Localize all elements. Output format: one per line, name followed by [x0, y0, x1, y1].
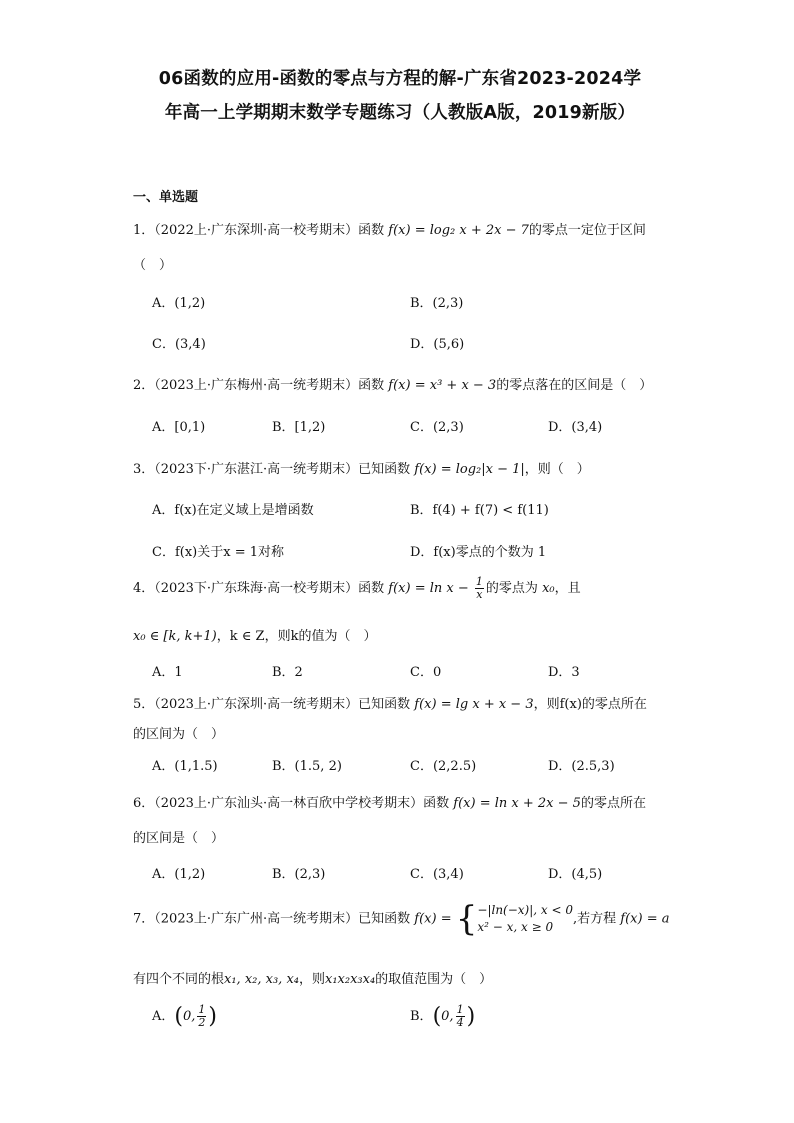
question-3-option-a[interactable]: A．f(x)在定义域上是增函数 [152, 503, 314, 518]
question-5-option-b[interactable]: B．(1.5, 2) [272, 759, 342, 774]
question-5-option-a[interactable]: A．(1,1.5) [152, 759, 218, 774]
question-3-formula: f(x) = log₂|x − 1| [414, 462, 525, 477]
piecewise-brace: { [455, 899, 478, 939]
question-7-option-a[interactable]: A．(0, $\frac{1}{2}$ ) [152, 1003, 217, 1029]
question-1-option-a[interactable]: A．(1,2) [152, 296, 206, 311]
question-4-fraction: $\frac{1}{x}$ [475, 575, 483, 601]
question-1-option-b[interactable]: B．(2,3) [410, 296, 464, 311]
question-7-stem: 7．（2023上·广东广州·高一统考期末）已知函数 f(x) = { −|ln(−x)|, x < 0 x² − x, x ≥ 0 ,若方程 f(x) = a [133, 899, 670, 939]
question-7-stem-cont: 有四个不同的根x₁, x₂, x₃, x₄，则x₁x₂x₃x₄的取值范围为（ ） [133, 972, 493, 987]
title-line-1: 06函数的应用-函数的零点与方程的解-广东省2023-2024学 [158, 69, 642, 89]
question-4-option-d[interactable]: D．3 [548, 665, 580, 680]
question-6-formula: f(x) = ln x + 2x − 5 [453, 796, 581, 811]
question-7-option-b[interactable]: B．(0, $\frac{1}{4}$ ) [410, 1003, 476, 1029]
question-6-option-c[interactable]: C．(3,4) [410, 867, 464, 882]
question-4-option-c[interactable]: C．0 [410, 665, 442, 680]
question-1-option-d[interactable]: D．(5,6) [410, 337, 465, 352]
question-1-stem: 1．（2022上·广东深圳·高一校考期末）函数 f(x) = log₂ x + 2x − 7的零点一定位于区间 [133, 223, 646, 238]
question-5-option-d[interactable]: D．(2.5,3) [548, 759, 615, 774]
question-4-option-b[interactable]: B．2 [272, 665, 303, 680]
question-4-option-a[interactable]: A．1 [152, 665, 183, 680]
question-2-option-d[interactable]: D．(3,4) [548, 420, 603, 435]
question-2-option-c[interactable]: C．(2,3) [410, 420, 464, 435]
question-6-option-d[interactable]: D．(4,5) [548, 867, 603, 882]
question-5-formula: f(x) = lg x + x − 3 [414, 697, 534, 712]
question-5-stem-cont: 的区间为（ ） [133, 727, 225, 742]
question-6-stem-cont: 的区间是（ ） [133, 831, 225, 846]
question-2-formula: f(x) = x³ + x − 3 [388, 378, 497, 393]
question-5-stem: 5．（2023上·广东深圳·高一统考期末）已知函数 f(x) = lg x + x − 3，则f(x)的零点所在 [133, 697, 647, 712]
question-2-option-a[interactable]: A．[0,1) [152, 420, 206, 435]
question-3-option-d[interactable]: D．f(x)零点的个数为 1 [410, 545, 547, 560]
question-3-stem: 3．（2023下·广东湛江·高一统考期末）已知函数 f(x) = log₂|x − 1|，则（ ） [133, 462, 590, 477]
question-3-option-c[interactable]: C．f(x)关于x = 1对称 [152, 545, 284, 560]
title-line-2: 年高一上学期期末数学专题练习（人教版A版，2019新版） [164, 103, 636, 123]
question-2-option-b[interactable]: B．[1,2) [272, 420, 326, 435]
question-6-option-a[interactable]: A．(1,2) [152, 867, 206, 882]
question-4-stem-cont: x₀ ∈ [k, k+1)，k ∈ Z，则k的值为（ ） [133, 629, 377, 644]
question-6-option-b[interactable]: B．(2,3) [272, 867, 326, 882]
question-1-option-c[interactable]: C．(3,4) [152, 337, 206, 352]
question-2-stem: 2．（2023上·广东梅州·高一统考期末）函数 f(x) = x³ + x − 3的零点落在的区间是（ ） [133, 378, 653, 393]
question-5-option-c[interactable]: C．(2,2.5) [410, 759, 477, 774]
question-1-stem-cont: （ ） [133, 258, 173, 273]
piecewise-cases: −|ln(−x)|, x < 0 x² − x, x ≥ 0 [477, 903, 573, 934]
question-4-stem: 4．（2023下·广东珠海·高一校考期末）函数 f(x) = ln x − $\frac{1}{x}$ 的零点为 x₀，且 [133, 575, 581, 601]
question-3-option-b[interactable]: B．f(4) + f(7) < f(11) [410, 503, 549, 518]
question-1-formula: f(x) = log₂ x + 2x − 7 [388, 223, 529, 238]
section-heading: 一、单选题 [133, 190, 199, 205]
document-title [120, 62, 680, 130]
question-6-stem: 6．（2023上·广东汕头·高一林百欣中学校考期末）函数 f(x) = ln x + 2x − 5的零点所在 [133, 796, 646, 811]
